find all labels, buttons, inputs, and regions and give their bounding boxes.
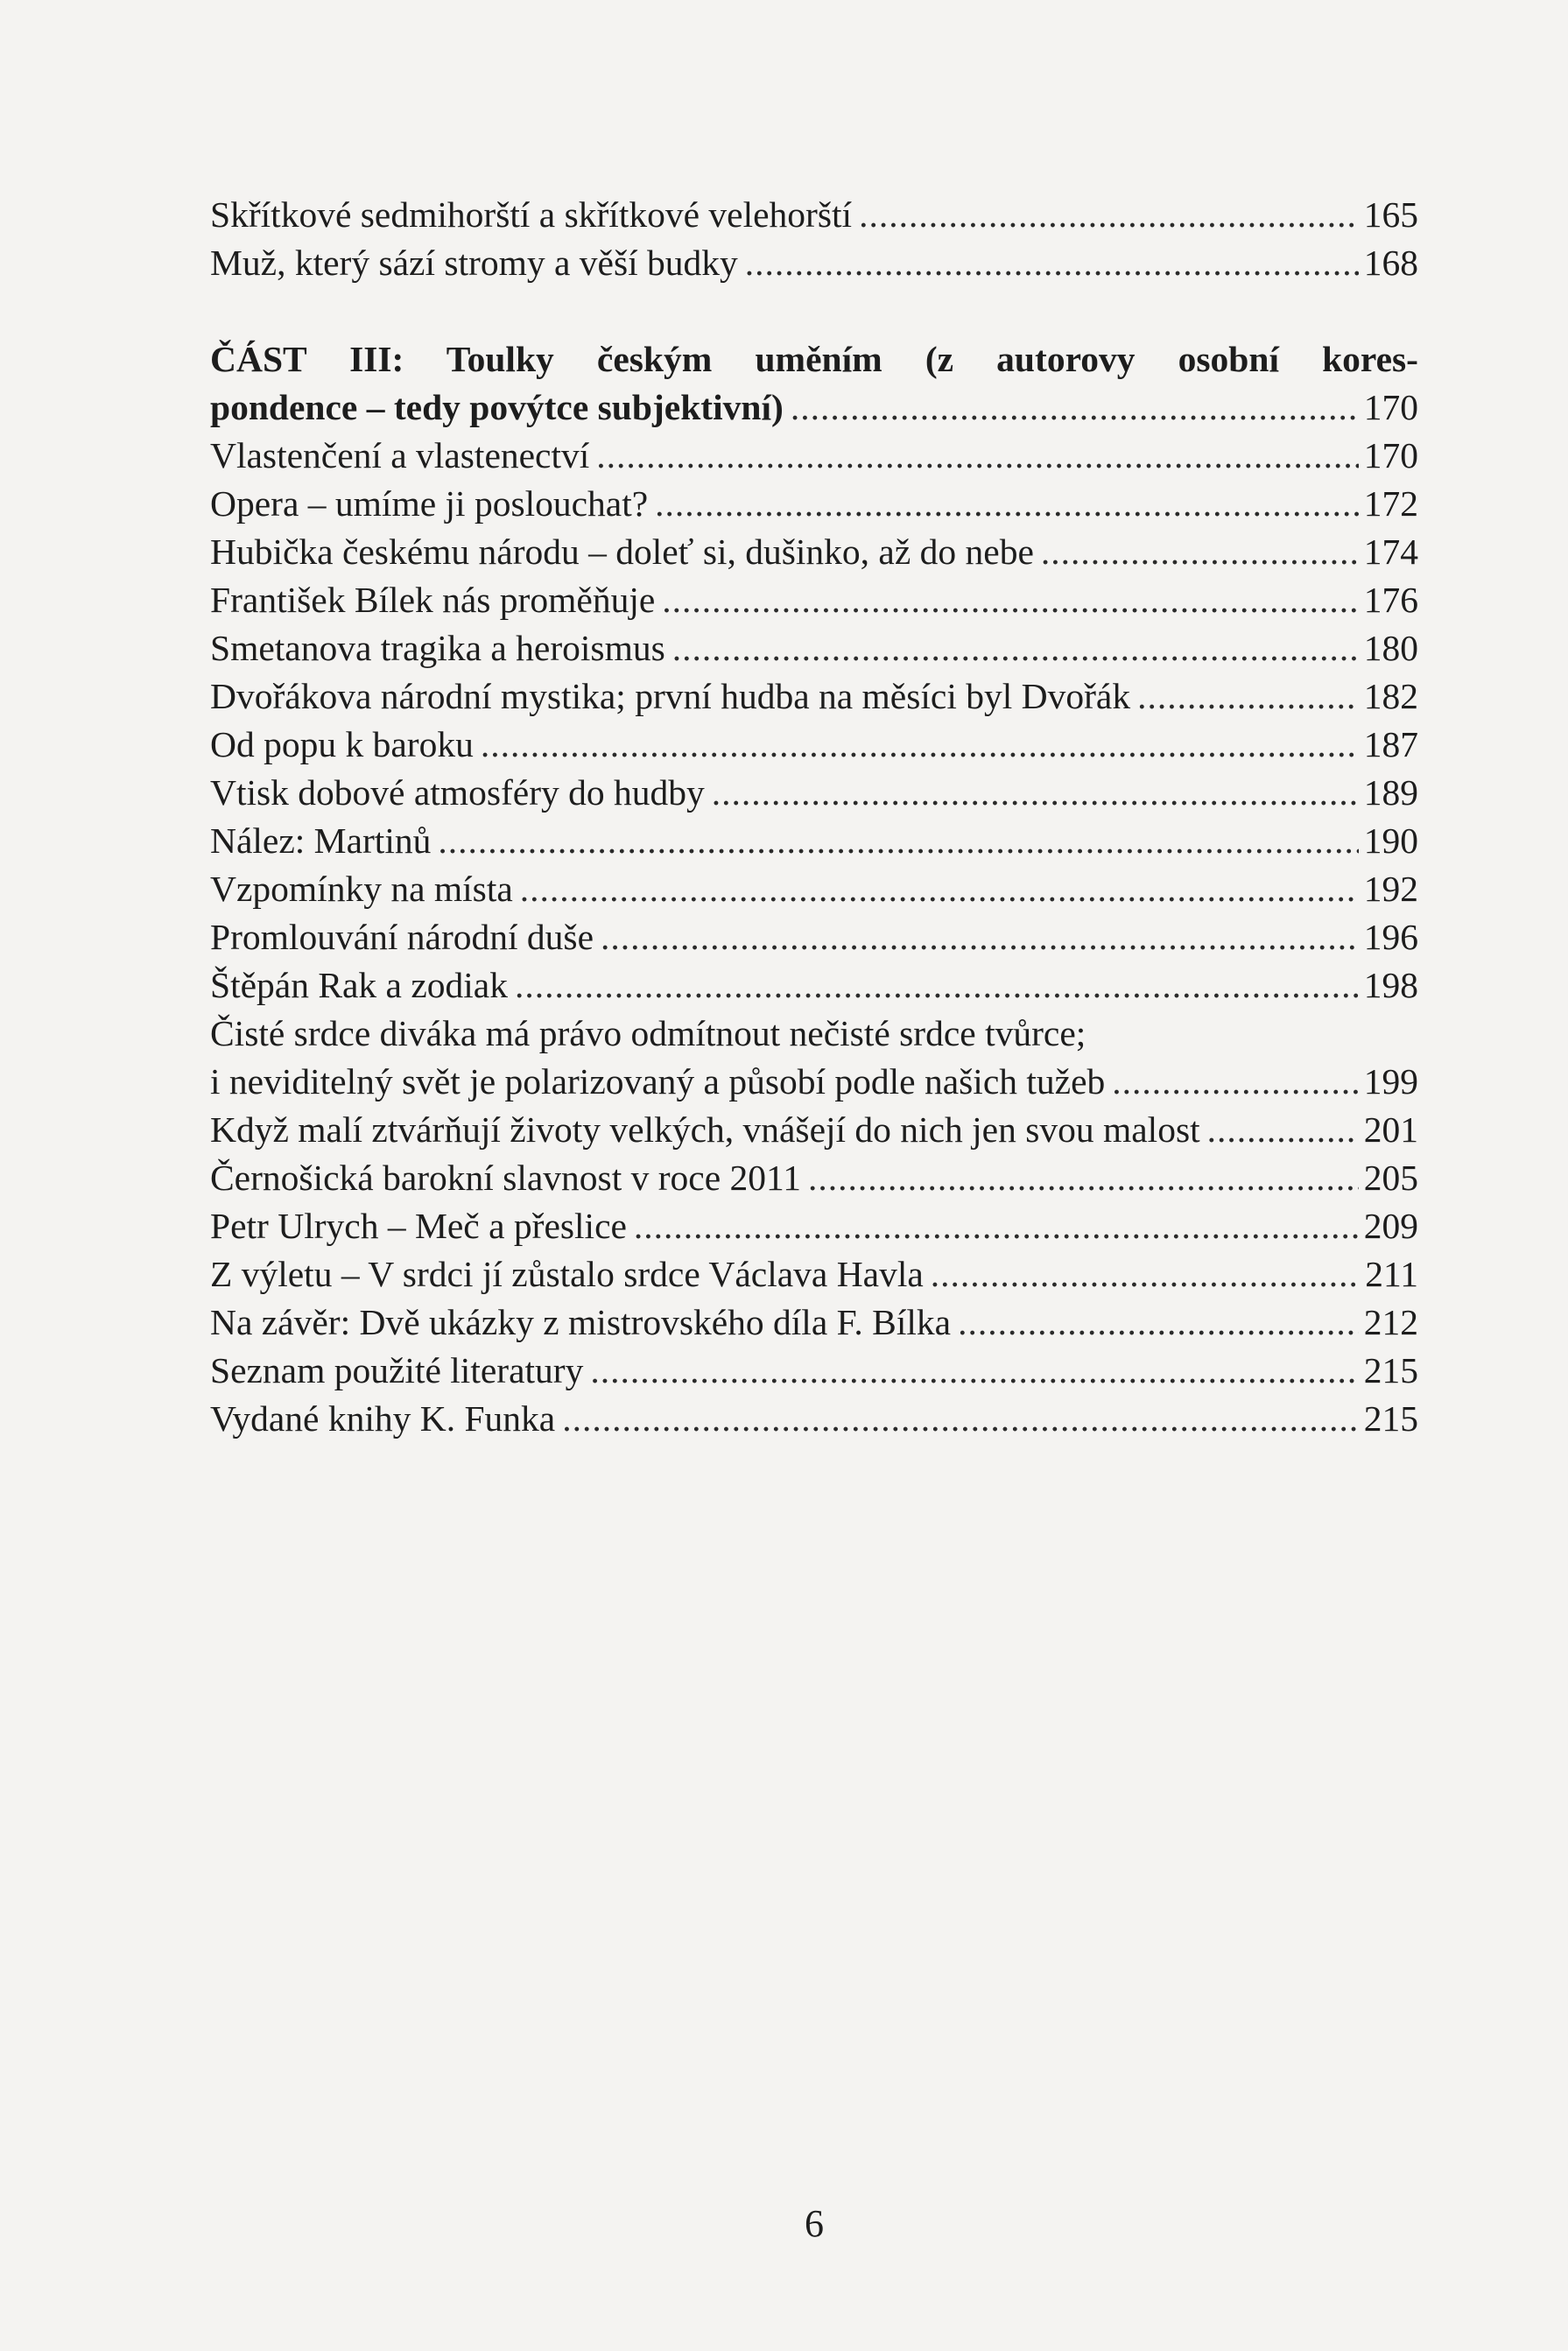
toc-entry-page: 209	[1363, 1206, 1418, 1246]
toc-entry	[210, 576, 1418, 624]
toc-entry-title: František Bílek nás proměňuje	[210, 580, 656, 620]
toc-entry	[210, 672, 1418, 721]
toc-entry-title: Petr Ulrych – Meč a přeslice	[210, 1206, 627, 1246]
toc-entry	[210, 1202, 1418, 1250]
toc-entry-page: 201	[1363, 1109, 1418, 1150]
toc-leader-dots	[1137, 672, 1359, 721]
toc-leader-dots	[672, 624, 1359, 672]
toc-entry-page: 196	[1363, 917, 1418, 957]
toc-entry-title: Z výletu – V srdci jí zůstalo srdce Václava Havla	[210, 1254, 924, 1294]
toc-entry-page: 174	[1363, 531, 1418, 572]
toc-entry	[210, 769, 1418, 817]
toc-entry-page: 198	[1363, 965, 1418, 1005]
toc-entry	[210, 528, 1418, 576]
toc-entry	[210, 1250, 1418, 1299]
page-number: 6	[805, 2202, 824, 2245]
toc-entry	[210, 1347, 1418, 1395]
toc-leader-dots	[1207, 1106, 1359, 1154]
toc-entry-page: 205	[1363, 1158, 1418, 1198]
toc-leader-dots	[808, 1154, 1359, 1202]
toc-entry	[210, 1299, 1418, 1347]
toc-entry-title: Skřítkové sedmihorští a skřítkové velehorští	[210, 194, 853, 235]
toc-entry-title: Promlouvání národní duše	[210, 917, 594, 957]
toc-entry-page: 172	[1363, 483, 1418, 524]
toc-entry	[210, 817, 1418, 865]
toc-entry-page: 182	[1363, 676, 1418, 716]
toc-entry-page: 189	[1363, 772, 1418, 813]
toc-entry-page: 180	[1363, 628, 1418, 668]
toc-entry-page: 170	[1363, 435, 1418, 475]
toc-entry-title-line1: Čisté srdce diváka má právo odmítnout nečisté srdce tvůrce;	[210, 1013, 1086, 1053]
toc-leader-dots	[745, 239, 1359, 287]
toc-entry-title: Vtisk dobové atmosféry do hudby	[210, 772, 705, 813]
toc-entry	[210, 384, 1418, 432]
toc-leader-dots	[791, 384, 1359, 432]
toc-entry-title: Černošická barokní slavnost v roce 2011	[210, 1158, 801, 1198]
toc-entry-page: 190	[1363, 820, 1418, 861]
toc-entry	[210, 721, 1418, 769]
toc-entry	[210, 480, 1418, 528]
toc-entry-title: Muž, který sází stromy a věší budky	[210, 243, 738, 283]
toc-leader-dots	[515, 961, 1359, 1010]
toc-leader-dots	[481, 721, 1359, 769]
toc-leader-dots	[931, 1250, 1360, 1299]
toc-entry-title: Vzpomínky na místa	[210, 869, 513, 909]
toc-entry-page: 215	[1363, 1350, 1418, 1390]
toc-leader-dots	[662, 576, 1358, 624]
toc-entry-page: 211	[1365, 1254, 1418, 1294]
toc-leader-dots	[601, 913, 1359, 961]
toc-entry-title: Smetanova tragika a heroismus	[210, 628, 665, 668]
section-heading-line1: ČÁST III: Toulky českým uměním (z autorovy osobní kores-	[210, 339, 1418, 379]
toc-entry-title: Od popu k baroku	[210, 724, 474, 764]
toc-entry-title-line2: i neviditelný svět je polarizovaný a působí podle našich tužeb	[210, 1061, 1106, 1102]
section-heading-line2: pondence – tedy povýtce subjektivní)	[210, 387, 784, 427]
toc-leader-dots	[859, 191, 1359, 239]
toc-entry-page: 187	[1363, 724, 1418, 764]
toc-leader-dots	[712, 769, 1359, 817]
toc-entry-title: Vydané knihy K. Funka	[210, 1398, 556, 1439]
toc-leader-dots	[562, 1395, 1359, 1443]
toc-entry	[210, 239, 1418, 287]
toc-leader-dots	[1041, 528, 1359, 576]
toc-entry-page: 215	[1363, 1398, 1418, 1439]
toc-entry-title: Nález: Martinů	[210, 820, 432, 861]
toc-leader-dots	[590, 1347, 1358, 1395]
toc-leader-dots	[438, 817, 1358, 865]
toc-entry-page: 168	[1363, 243, 1418, 283]
toc-entry-title: Seznam použité literatury	[210, 1350, 584, 1390]
toc-entry-page: 212	[1363, 1302, 1418, 1342]
toc-leader-dots	[520, 865, 1359, 913]
toc-leader-dots	[596, 432, 1358, 480]
toc-entry-title: Hubička českému národu – doleť si, dušinko, až do nebe	[210, 531, 1034, 572]
toc-leader-dots	[655, 480, 1359, 528]
toc-entry-title: Na závěr: Dvě ukázky z mistrovského díla F. Bílka	[210, 1302, 952, 1342]
toc-leader-dots	[634, 1202, 1359, 1250]
toc-entry-title: Opera – umíme ji poslouchat?	[210, 483, 649, 524]
toc-entry-page: 170	[1363, 387, 1418, 427]
toc-entry	[210, 624, 1418, 672]
toc-entry	[210, 1395, 1418, 1443]
toc-entry	[210, 191, 1418, 239]
toc-entry	[210, 913, 1418, 961]
toc-entry-page: 165	[1363, 194, 1418, 235]
toc-entry	[210, 432, 1418, 480]
toc-entry-page: 176	[1363, 580, 1418, 620]
toc-entry-title: Vlastenčení a vlastenectví	[210, 435, 590, 475]
toc-entry-title: Dvořákova národní mystika; první hudba na měsíci byl Dvořák	[210, 676, 1131, 716]
toc-entry	[210, 1058, 1418, 1106]
toc-entry	[210, 1106, 1418, 1154]
section-heading	[210, 335, 1418, 432]
toc-entry	[210, 961, 1418, 1010]
toc-leader-dots	[1112, 1058, 1359, 1106]
toc-leader-dots	[958, 1299, 1359, 1347]
toc-entry-title: Když malí ztvárňují životy velkých, vnášejí do nich jen svou malost	[210, 1109, 1200, 1150]
toc-entry-page: 199	[1363, 1061, 1418, 1102]
toc-entry	[210, 865, 1418, 913]
toc-entry-page: 192	[1363, 869, 1418, 909]
toc-entry-title: Štěpán Rak a zodiak	[210, 965, 508, 1005]
table-of-contents	[210, 191, 1418, 1443]
toc-entry	[210, 1154, 1418, 1202]
